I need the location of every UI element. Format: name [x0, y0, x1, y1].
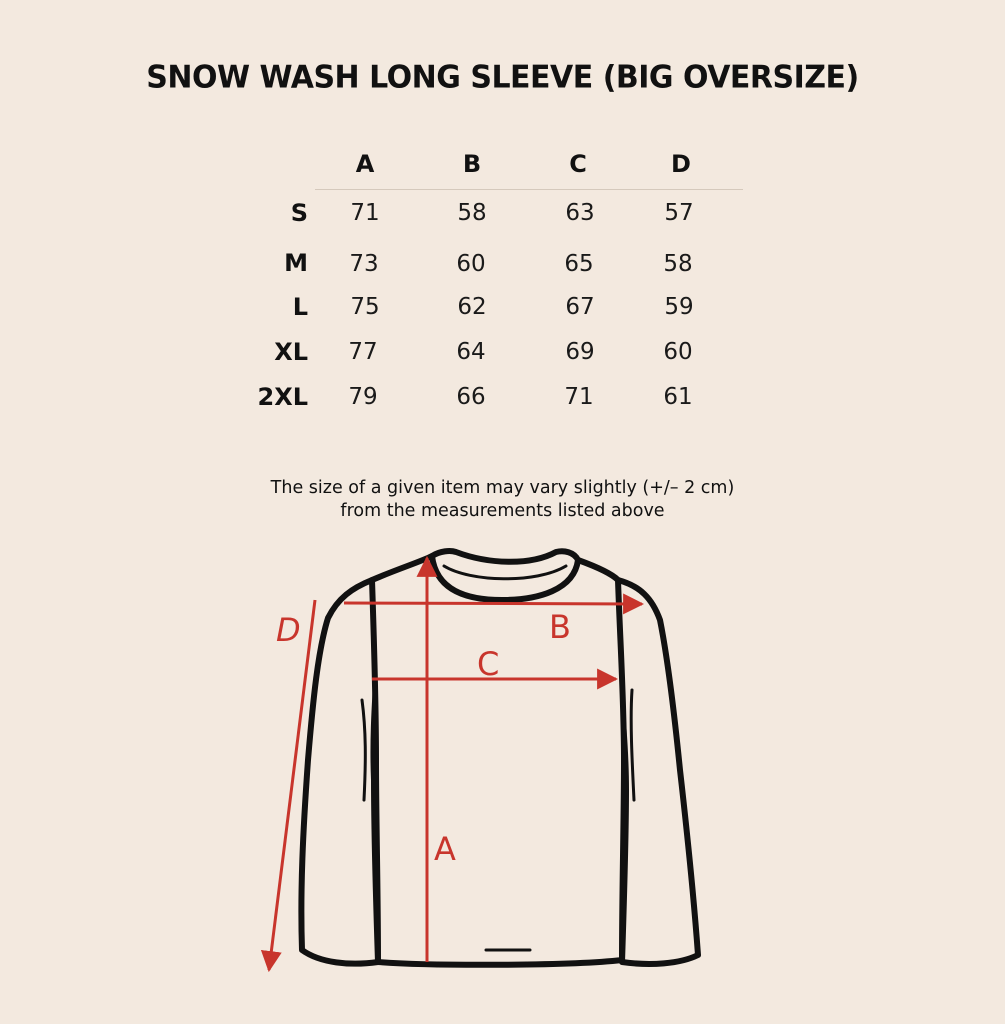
table-cell: 62 — [457, 294, 487, 320]
table-cell: 57 — [664, 200, 694, 226]
table-cell: 77 — [348, 339, 378, 365]
table-cell: 71 — [564, 384, 594, 410]
column-header-c: C — [569, 150, 587, 178]
column-header-a: A — [355, 150, 375, 178]
table-cell: 61 — [663, 384, 693, 410]
table-cell: 79 — [348, 384, 378, 410]
table-cell: 75 — [350, 294, 380, 320]
column-header-b: B — [462, 150, 482, 178]
table-cell: 63 — [565, 200, 595, 226]
shirt-outline — [301, 551, 698, 965]
row-label-s: S — [290, 199, 308, 227]
table-cell: 66 — [456, 384, 486, 410]
table-cell: 58 — [663, 251, 693, 277]
column-header-d: D — [671, 150, 691, 178]
size-note-line-2: from the measurements listed above — [340, 501, 665, 521]
row-label-xl: XL — [274, 338, 308, 366]
row-label-l: L — [292, 293, 308, 321]
measure-label-b: B — [549, 608, 571, 646]
table-cell: 73 — [349, 251, 379, 277]
table-cell: 60 — [456, 251, 486, 277]
table-cell: 71 — [350, 200, 380, 226]
measure-label-c: C — [477, 645, 500, 683]
table-cell: 64 — [456, 339, 486, 365]
measure-label-a: A — [434, 830, 456, 868]
size-note-line-1: The size of a given item may vary slightly (+/– 2 cm) — [270, 478, 735, 498]
table-cell: 59 — [664, 294, 694, 320]
table-cell: 67 — [565, 294, 595, 320]
table-cell: 65 — [564, 251, 594, 277]
table-cell: 58 — [457, 200, 487, 226]
measure-label-d: D — [276, 611, 301, 649]
row-label-2xl: 2XL — [257, 383, 308, 411]
page-title: SNOW WASH LONG SLEEVE (BIG OVERSIZE) — [146, 59, 859, 96]
table-cell: 60 — [663, 339, 693, 365]
table-cell: 69 — [565, 339, 595, 365]
row-label-m: M — [284, 249, 308, 277]
measure-b-line — [344, 603, 642, 604]
